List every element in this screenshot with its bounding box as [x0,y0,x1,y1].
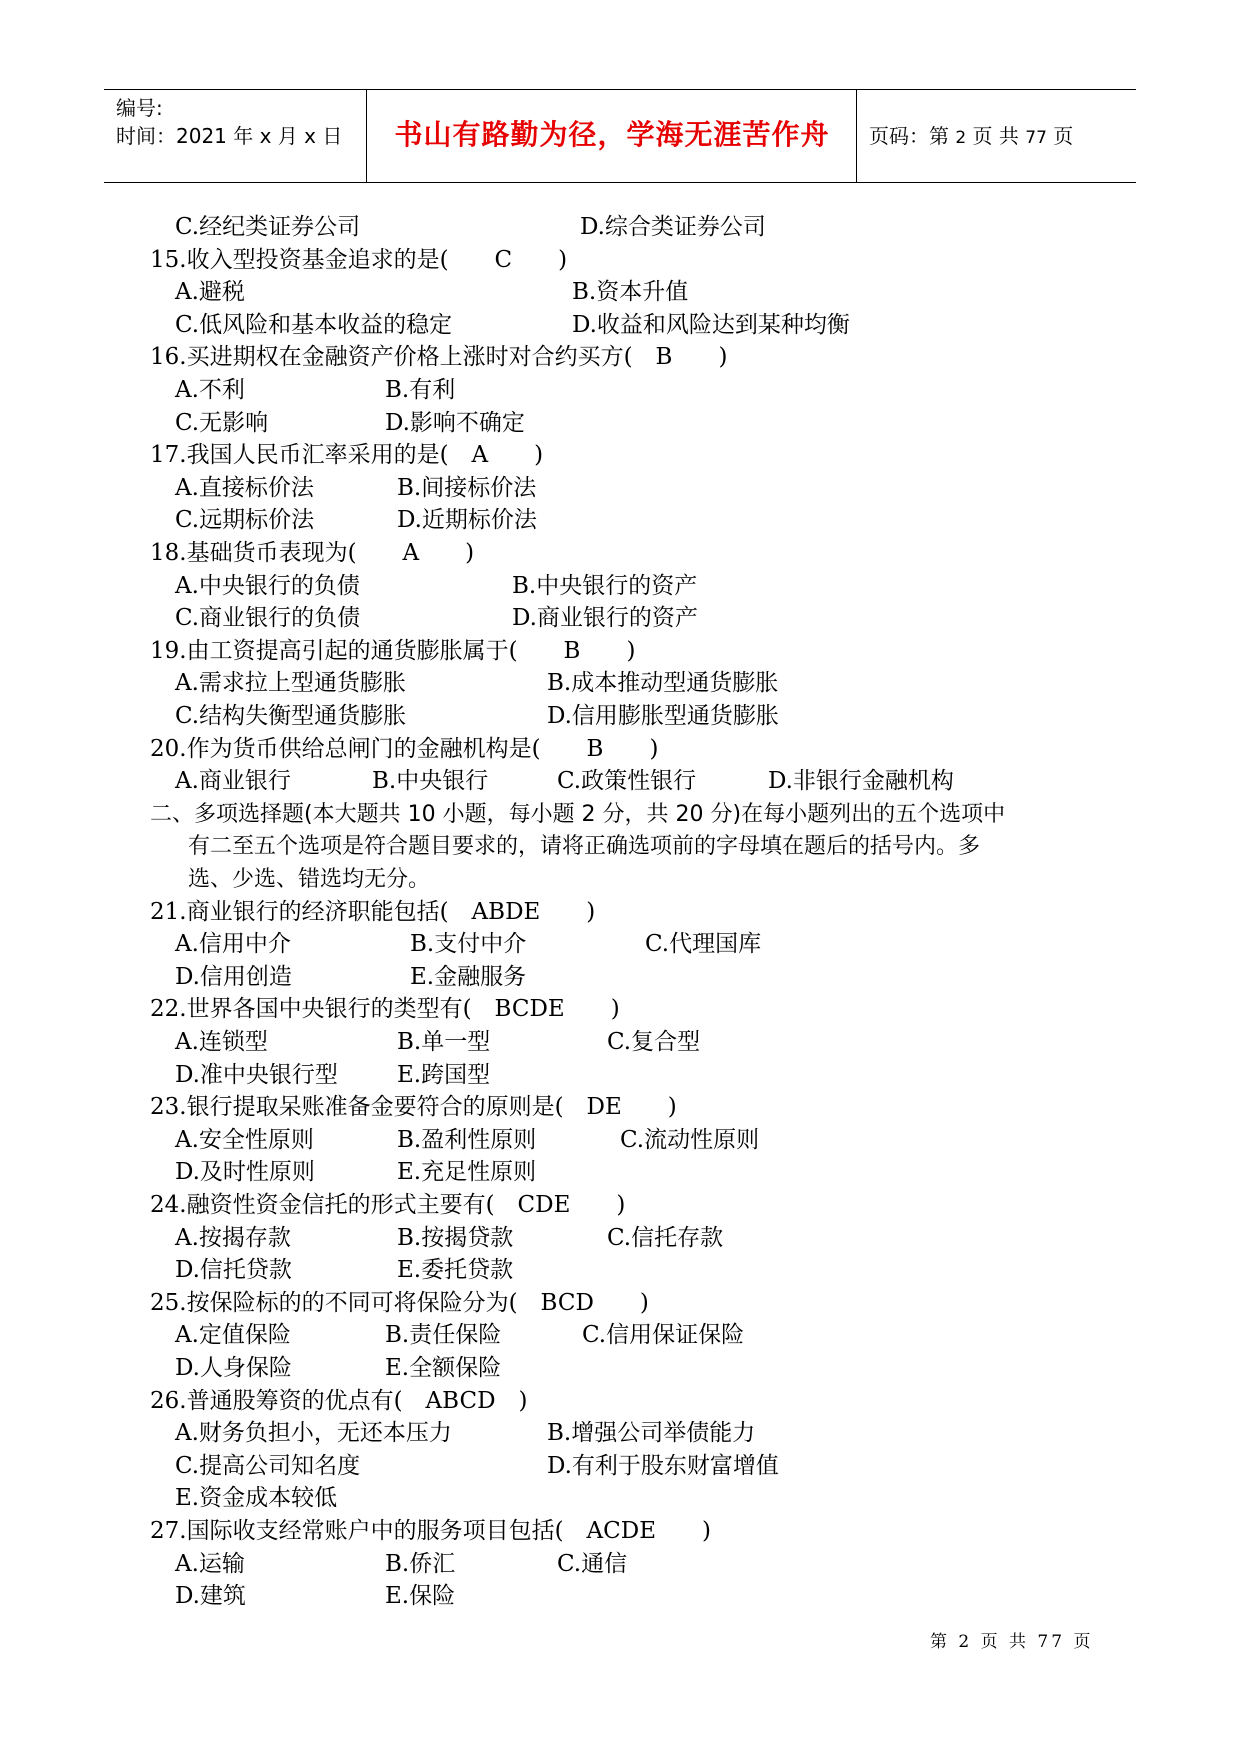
question-text-line: C.低风险和基本收益的稳定 [175,312,453,338]
question-text-line: 26.普通股筹资的优点有( ABCD ) [150,1388,528,1414]
question-text-line: 16.买进期权在金融资产价格上涨时对合约买方( B ) [150,344,728,370]
question-text-line: B.责任保险 [385,1322,502,1348]
question-text-line: E.资金成本较低 [175,1485,338,1511]
section-heading-line: 二、多项选择题(本大题共 10 小题，每小题 2 分，共 20 分)在每小题列出的五个选项中 [150,802,1006,827]
question-text-line: A.财务负担小，无还本压力 [175,1420,452,1446]
question-text-line: B.增强公司举债能力 [547,1420,756,1446]
question-text-line: 15.收入型投资基金追求的是( C ) [150,247,568,273]
header-divider [856,90,857,182]
question-text-line: C.代理国库 [645,931,762,957]
question-text-line: C.提高公司知名度 [175,1453,361,1479]
page-footer: 第 2 页 共 77 页 [930,1632,1094,1652]
question-text-line: 18.基础货币表现为( A ) [150,540,475,566]
section-heading-line: 选、少选、错选均无分。 [188,867,431,892]
question-text-line: C.信用保证保险 [582,1322,745,1348]
question-text-line: B.侨汇 [385,1551,456,1577]
question-text-line: E.跨国型 [397,1062,491,1088]
question-text-line: D.及时性原则 [175,1159,315,1185]
question-text-line: B.有利 [385,377,456,403]
page-header [104,89,1136,183]
question-text-line: A.避税 [175,279,245,305]
question-text-line: D.信托贷款 [175,1257,292,1283]
question-text-line: D.人身保险 [175,1355,292,1381]
question-text-line: D.建筑 [175,1583,246,1609]
question-text-line: B.中央银行 [372,768,489,794]
question-text-line: 20.作为货币供给总闸门的金融机构是( B ) [150,736,659,762]
header-motto: 书山有路勤为径，学海无涯苦作舟 [394,118,830,151]
question-text-line: D.信用膨胀型通货膨胀 [547,703,779,729]
question-text-line: D.近期标价法 [397,507,537,533]
question-text-line: D.非银行金融机构 [768,768,954,794]
header-divider [366,90,367,182]
question-text-line: 19.由工资提高引起的通货膨胀属于( B ) [150,638,636,664]
question-text-line: D.收益和风险达到某种均衡 [572,312,850,338]
time-label: 时间：2021 年 x 月 x 日 [116,124,343,148]
question-text-line: 24.融资性资金信托的形式主要有( CDE ) [150,1192,626,1218]
question-text-line: A.不利 [175,377,245,403]
page-suffix: 页 [1053,124,1074,148]
question-text-line: C.复合型 [607,1029,701,1055]
question-text-line: 23.银行提取呆账准备金要符合的原则是( DE ) [150,1094,677,1120]
question-text-line: 17.我国人民币汇率采用的是( A ) [150,442,544,468]
question-text-line: C.无影响 [175,410,269,436]
question-text-line: A.连锁型 [175,1029,268,1055]
question-text-line: C.商业银行的负债 [175,605,361,631]
question-text-line: B.盈利性原则 [397,1127,537,1153]
question-text-line: E.充足性原则 [397,1159,537,1185]
question-text-line: C.远期标价法 [175,507,315,533]
section-heading-line: 有二至五个选项是符合题目要求的，请将正确选项前的字母填在题后的括号内。多 [188,834,981,859]
header-meta [116,94,342,150]
serial-label: 编号: [116,96,163,120]
question-text-line: D.综合类证券公司 [580,214,766,240]
page-total: 77 [1025,128,1047,148]
question-text-line: B.支付中介 [410,931,527,957]
question-text-line: E.金融服务 [410,964,527,990]
question-text-line: B.中央银行的资产 [512,573,698,599]
question-text-line: A.商业银行 [175,768,291,794]
question-text-line: D.影响不确定 [385,410,525,436]
question-text-line: D.准中央银行型 [175,1062,338,1088]
question-text-line: 27.国际收支经常账户中的服务项目包括( ACDE ) [150,1518,711,1544]
question-text-line: C.通信 [557,1551,628,1577]
question-text-line: B.资本升值 [572,279,689,305]
question-text-line: A.定值保险 [175,1322,291,1348]
question-text-line: C.信托存款 [607,1225,724,1251]
question-text-line: C.经纪类证券公司 [175,214,361,240]
question-text-line: D.信用创造 [175,964,292,990]
page-middle: 页 共 [972,124,1019,148]
header-page-info [869,122,1073,152]
question-text-line: B.成本推动型通货膨胀 [547,670,779,696]
question-text-line: 22.世界各国中央银行的类型有( BCDE ) [150,996,620,1022]
question-text-line: A.直接标价法 [175,475,314,501]
question-text-line: 21.商业银行的经济职能包括( ABDE ) [150,899,596,925]
question-text-line: B.单一型 [397,1029,491,1055]
question-text-line: B.间接标价法 [397,475,537,501]
question-text-line: D.商业银行的资产 [512,605,698,631]
question-text-line: D.有利于股东财富增值 [547,1453,779,1479]
page-number: 2 [955,128,967,148]
page-prefix: 页码：第 [869,124,949,148]
question-text-line: B.按揭贷款 [397,1225,514,1251]
question-text-line: 25.按保险标的的不同可将保险分为( BCD ) [150,1290,649,1316]
question-text-line: C.结构失衡型通货膨胀 [175,703,407,729]
question-text-line: A.中央银行的负债 [175,573,360,599]
question-text-line: A.需求拉上型通货膨胀 [175,670,406,696]
question-text-line: A.安全性原则 [175,1127,314,1153]
question-text-line: A.信用中介 [175,931,291,957]
question-text-line: A.运输 [175,1551,245,1577]
question-text-line: E.全额保险 [385,1355,502,1381]
question-text-line: C.流动性原则 [620,1127,760,1153]
question-text-line: A.按揭存款 [175,1225,291,1251]
question-text-line: E.委托贷款 [397,1257,514,1283]
question-text-line: C.政策性银行 [557,768,697,794]
question-text-line: E.保险 [385,1583,456,1609]
